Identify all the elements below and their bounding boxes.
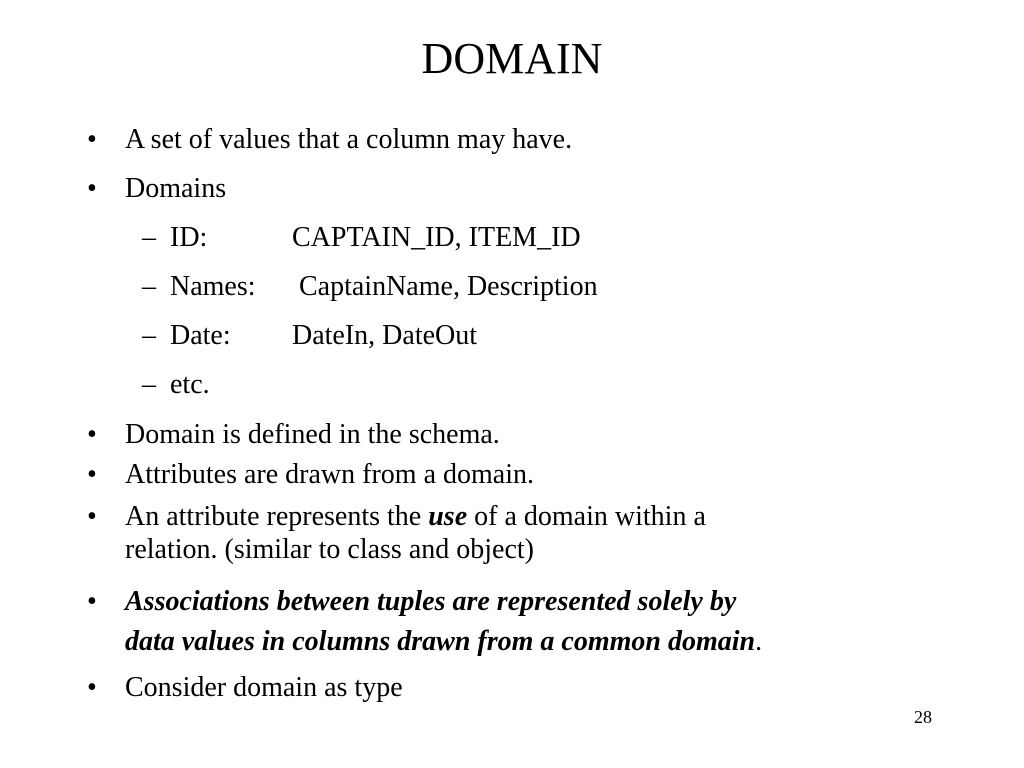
dash-mark: – [142, 222, 156, 253]
bullet-attributes [87, 458, 534, 491]
sub-bullet-label: Date: [170, 320, 231, 351]
sub-bullet-names [142, 270, 598, 303]
bullet-text-line1: Associations between tuples are represented solely by [125, 586, 737, 617]
sub-bullet-label: etc. [170, 369, 210, 400]
page-number: 28 [914, 707, 932, 727]
sub-bullet-date [142, 319, 478, 352]
dash-mark: – [142, 369, 156, 400]
sub-bullet-value: DateIn, DateOut [292, 320, 478, 351]
bullet-mark: • [87, 586, 97, 617]
sub-bullet-value: CAPTAIN_ID, ITEM_ID [292, 222, 581, 253]
bullet-domains [87, 172, 227, 205]
bullet-text: Attributes are drawn from a domain. [125, 459, 534, 490]
bullet-text: Domains [125, 173, 227, 204]
bullet-text-part1: An attribute represents the [125, 501, 429, 532]
dash-mark: – [142, 320, 156, 351]
bullet-text-period: . [755, 626, 763, 657]
bullet-mark: • [87, 501, 97, 532]
bullet-text: A set of values that a column may have. [125, 124, 573, 155]
bullet-schema [87, 418, 500, 451]
sub-bullet-value: CaptainName, Description [292, 271, 598, 302]
bullet-mark: • [87, 459, 97, 490]
bullet-mark: • [87, 173, 97, 204]
bullet-associations [87, 582, 763, 662]
bullet-text-part2: of a domain within a [467, 501, 706, 532]
bullet-text-emphasis: use [428, 501, 468, 532]
bullet-text-line2: relation. (similar to class and object) [125, 534, 534, 565]
slide-title: DOMAIN [421, 34, 603, 83]
bullet-mark: • [87, 419, 97, 450]
bullet-type [87, 671, 403, 704]
bullet-mark: • [87, 672, 97, 703]
sub-bullet-label: ID: [170, 222, 208, 253]
sub-bullet-etc [142, 368, 210, 401]
bullet-text: Domain is defined in the schema. [125, 419, 500, 450]
sub-bullet-label: Names: [170, 271, 256, 302]
dash-mark: – [142, 271, 156, 302]
bullet-text: Consider domain as type [125, 672, 403, 703]
bullet-attribute-use [87, 500, 706, 566]
bullet-column-values [87, 123, 573, 156]
bullet-mark: • [87, 124, 97, 155]
sub-bullet-id [142, 221, 581, 254]
bullet-text-line2: data values in columns drawn from a common domain [125, 626, 756, 657]
